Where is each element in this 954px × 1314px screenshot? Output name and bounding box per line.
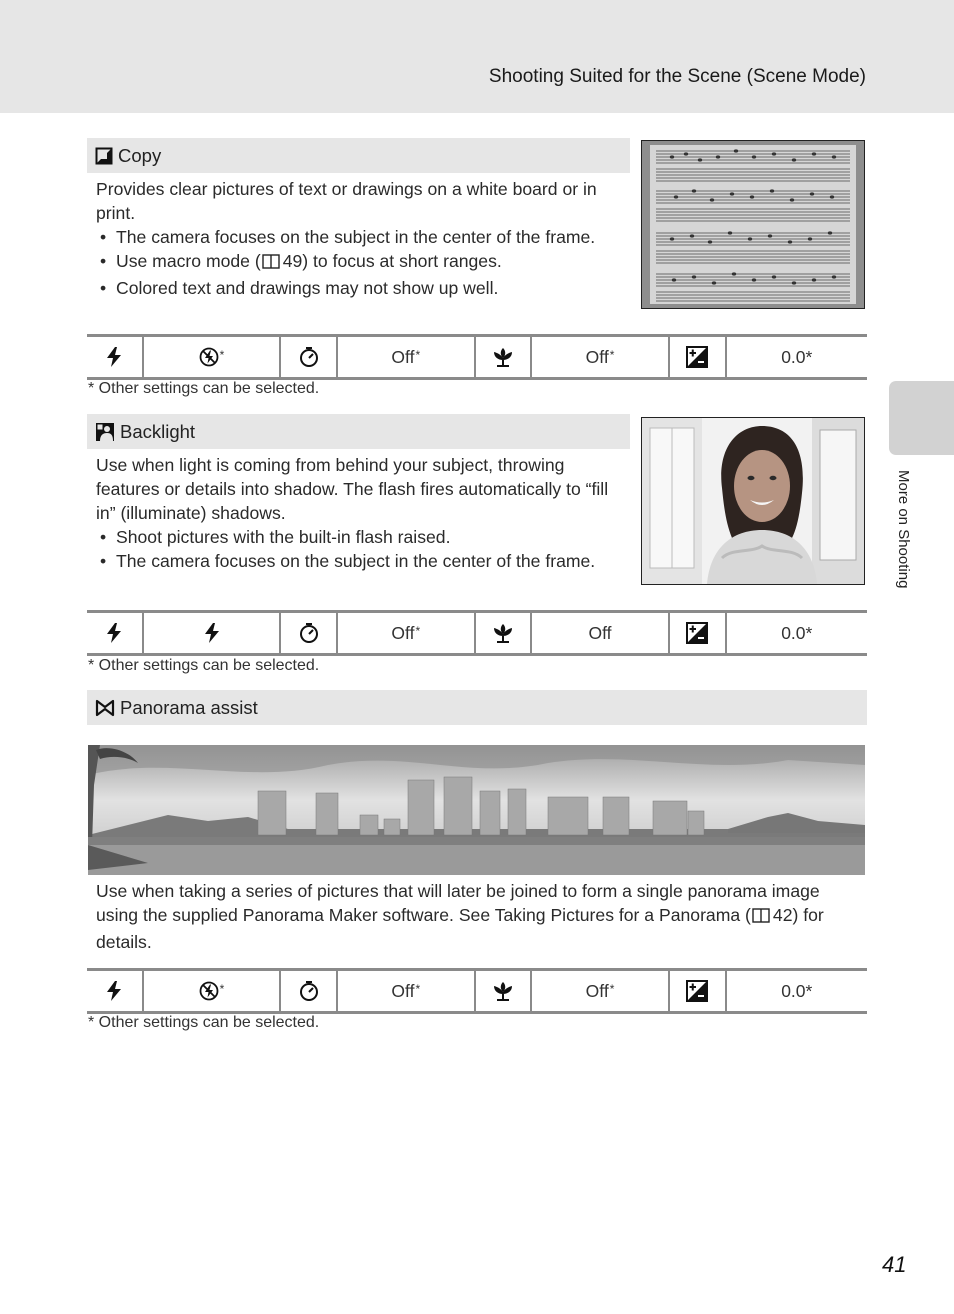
backlight-self-timer-asterisk: * bbox=[415, 624, 421, 638]
copy-bullet-2-pre: Use macro mode ( bbox=[116, 251, 261, 271]
panorama-macro-asterisk: * bbox=[609, 982, 615, 996]
backlight-mode-icon bbox=[95, 422, 115, 442]
backlight-example-photo bbox=[641, 417, 865, 585]
self-timer-icon bbox=[281, 613, 338, 653]
flash-mode-icon bbox=[87, 971, 144, 1011]
copy-flash-value bbox=[144, 337, 281, 377]
exposure-comp-icon bbox=[670, 337, 727, 377]
self-timer-icon bbox=[281, 971, 338, 1011]
sheet-music-image bbox=[642, 141, 864, 308]
panorama-flash-asterisk: * bbox=[219, 982, 225, 996]
book-ref-icon bbox=[262, 252, 280, 276]
backlight-section-title: Backlight bbox=[120, 420, 196, 442]
chapter-tab-label-wrap bbox=[895, 470, 919, 630]
copy-intro: Provides clear pictures of text or drawings on a white board or in print. bbox=[96, 179, 597, 223]
backlight-settings-table bbox=[87, 610, 867, 656]
book-ref-icon bbox=[752, 906, 770, 930]
panorama-intro-post: 42) for details. bbox=[96, 905, 824, 952]
copy-bullet-1: • The camera focuses on the subject in the center of the frame. bbox=[96, 225, 626, 249]
backlight-footnote: * Other settings can be selected. bbox=[88, 657, 320, 674]
backlight-self-timer-value bbox=[338, 613, 475, 653]
copy-example-photo bbox=[641, 140, 865, 309]
panorama-section-heading bbox=[87, 690, 867, 725]
exposure-comp-icon bbox=[670, 613, 727, 653]
backlight-intro: Use when light is coming from behind your subject, throwing features or details into shadow. The flash fires automatically to “fill in” (illuminate) shadows. bbox=[96, 455, 609, 523]
copy-section-heading bbox=[87, 138, 630, 173]
panorama-self-timer-text: Off bbox=[391, 980, 415, 1001]
backlight-section-heading bbox=[87, 414, 630, 449]
panorama-macro-text: Off bbox=[585, 980, 609, 1001]
panorama-flash-value bbox=[144, 971, 281, 1011]
backlight-bullet-1: • Shoot pictures with the built-in flash raised. bbox=[96, 525, 626, 549]
panorama-example-photo bbox=[88, 745, 865, 875]
backlight-description bbox=[96, 453, 626, 573]
copy-section-title: Copy bbox=[118, 144, 162, 166]
copy-self-timer-value bbox=[338, 337, 475, 377]
panorama-settings-table bbox=[87, 968, 867, 1014]
flash-off-icon bbox=[199, 347, 219, 367]
macro-mode-icon bbox=[476, 971, 533, 1011]
backlight-bullet-2: • The camera focuses on the subject in the center of the frame. bbox=[96, 549, 626, 573]
copy-bullet-3: • Colored text and drawings may not show up well. bbox=[96, 276, 626, 300]
macro-mode-icon bbox=[476, 337, 533, 377]
portrait-image bbox=[642, 418, 864, 584]
flash-mode-icon bbox=[87, 613, 144, 653]
panorama-self-timer-value bbox=[338, 971, 475, 1011]
copy-description bbox=[96, 177, 626, 300]
copy-bullet-list bbox=[96, 225, 626, 300]
backlight-flash-value bbox=[144, 613, 281, 653]
panorama-intro-pre: Use when taking a series of pictures that will later be joined to form a single panorama image using the supplied Panorama Maker software. See Taking Pictures for a Panorama ( bbox=[96, 881, 820, 925]
copy-self-timer-asterisk: * bbox=[415, 348, 421, 362]
copy-flash-asterisk: * bbox=[219, 348, 225, 362]
flash-off-icon bbox=[199, 981, 219, 1001]
panorama-description bbox=[96, 879, 856, 954]
header-title: Shooting Suited for the Scene (Scene Mode) bbox=[488, 66, 866, 87]
copy-bullet-2-ref: 49) to focus at short ranges. bbox=[282, 251, 502, 271]
backlight-macro-value: Off bbox=[532, 613, 669, 653]
chapter-tab-label: More on Shooting bbox=[895, 470, 912, 589]
copy-settings-table bbox=[87, 334, 867, 380]
flash-fill-icon bbox=[203, 622, 221, 644]
panorama-intro bbox=[96, 879, 856, 954]
flash-mode-icon bbox=[87, 337, 144, 377]
chapter-tab bbox=[889, 381, 954, 455]
panorama-mode-icon bbox=[95, 699, 115, 717]
copy-exposure-value: 0.0* bbox=[781, 346, 813, 367]
copy-mode-icon bbox=[95, 147, 113, 165]
copy-macro-text: Off bbox=[585, 346, 609, 367]
panorama-self-timer-asterisk: * bbox=[415, 982, 421, 996]
city-panorama-image bbox=[88, 745, 865, 875]
panorama-section-title: Panorama assist bbox=[120, 696, 258, 718]
copy-macro-asterisk: * bbox=[609, 348, 615, 362]
page-header bbox=[0, 0, 954, 113]
macro-mode-icon bbox=[476, 613, 533, 653]
backlight-exposure-value: 0.0* bbox=[781, 622, 813, 643]
self-timer-icon bbox=[281, 337, 338, 377]
backlight-self-timer-text: Off bbox=[391, 622, 415, 643]
panorama-exposure-value: 0.0* bbox=[781, 980, 813, 1001]
copy-macro-value bbox=[532, 337, 669, 377]
panorama-footnote: * Other settings can be selected. bbox=[88, 1014, 320, 1031]
copy-footnote: * Other settings can be selected. bbox=[88, 380, 320, 397]
panorama-macro-value bbox=[532, 971, 669, 1011]
page-number: 41 bbox=[882, 1252, 907, 1277]
copy-self-timer-text: Off bbox=[391, 346, 415, 367]
exposure-comp-icon bbox=[670, 971, 727, 1011]
backlight-bullet-list bbox=[96, 525, 626, 573]
copy-bullet-2 bbox=[96, 249, 626, 276]
